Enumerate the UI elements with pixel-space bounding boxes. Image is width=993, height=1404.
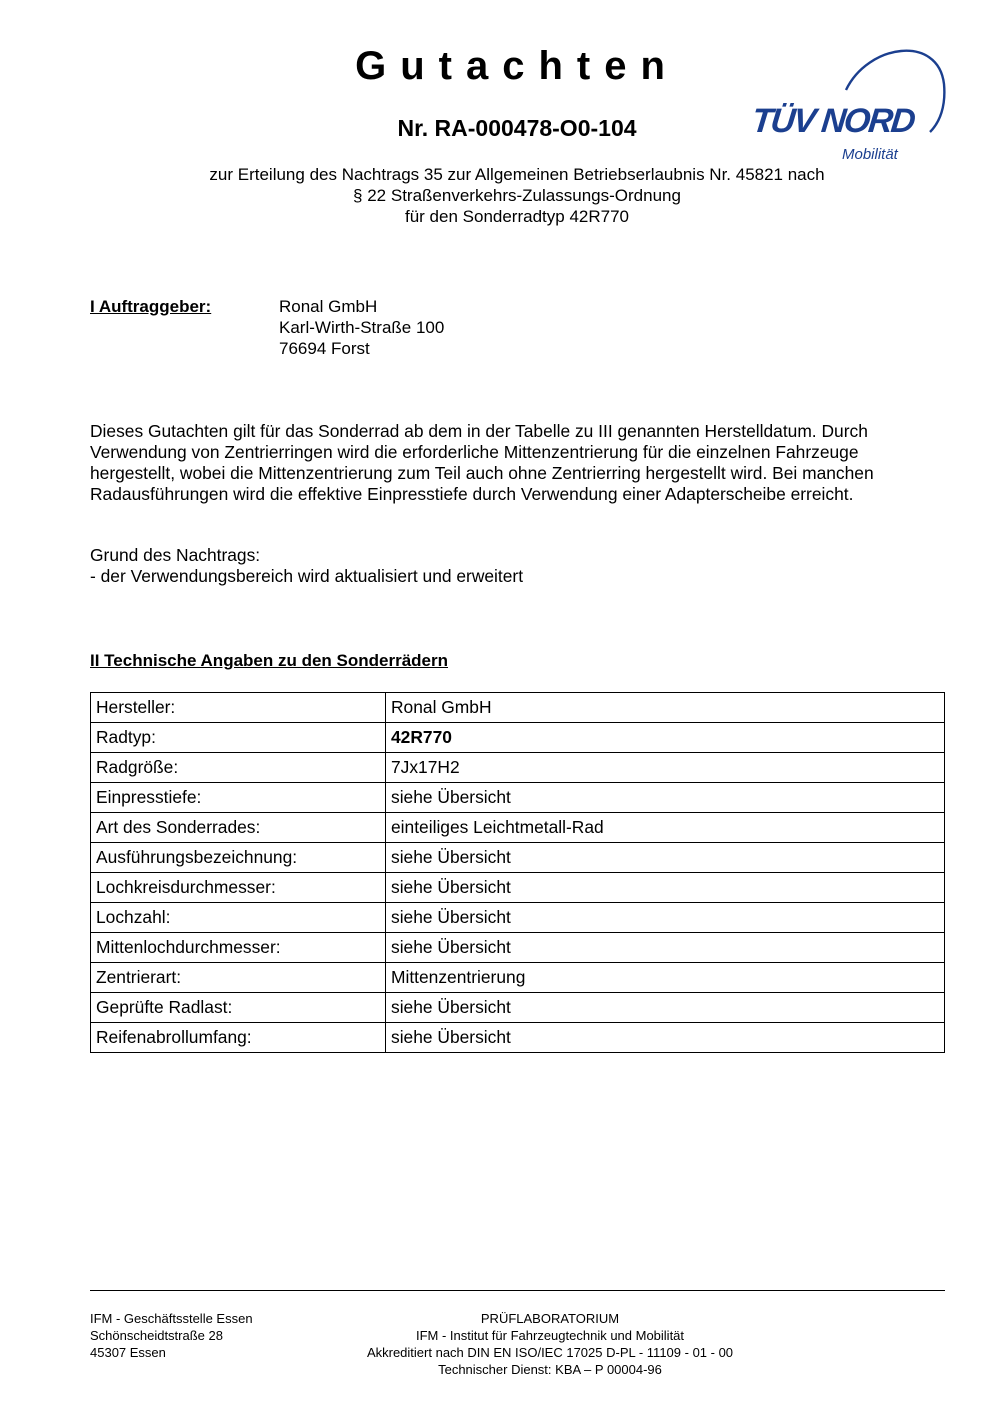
- footer-line: Schönscheidtstraße 28: [90, 1328, 223, 1343]
- table-value: einteiliges Leichtmetall-Rad: [386, 813, 945, 843]
- table-value: siehe Übersicht: [386, 993, 945, 1023]
- table-value: 42R770: [386, 723, 945, 753]
- logo-sub-text: Mobilität: [842, 146, 898, 163]
- client-label: I Auftraggeber:: [90, 297, 212, 316]
- footer-line: 45307 Essen: [90, 1345, 166, 1360]
- address-line: Karl-Wirth-Straße 100: [279, 318, 445, 337]
- section-heading: II Technische Angaben zu den Sonderrädern: [90, 651, 449, 670]
- table-key: Radtyp:: [91, 723, 386, 753]
- footer-line: Akkreditiert nach DIN EN ISO/IEC 17025 D-PL - 11109 - 01 - 00: [366, 1345, 734, 1360]
- footer-divider: [90, 1290, 945, 1291]
- table-row: [91, 843, 945, 873]
- table-key: Lochzahl:: [91, 903, 386, 933]
- footer-line: PRÜFLABORATORIUM: [480, 1311, 620, 1326]
- table-value: 7Jx17H2: [386, 753, 945, 783]
- table-row: [91, 903, 945, 933]
- address-line: Ronal GmbH: [279, 297, 378, 316]
- address-line: 76694 Forst: [279, 339, 370, 358]
- table-key: Art des Sonderrades:: [91, 813, 386, 843]
- table-row: [91, 783, 945, 813]
- table-row: [91, 1023, 945, 1053]
- table-key: Einpresstiefe:: [91, 783, 386, 813]
- table-key: Geprüfte Radlast:: [91, 993, 386, 1023]
- subtitle-line: § 22 Straßenverkehrs-Zulassungs-Ordnung: [353, 186, 681, 205]
- logo-brand-text: TÜV NORD: [750, 102, 916, 140]
- reason-title: Grund des Nachtrags:: [90, 545, 261, 565]
- table-row: [91, 963, 945, 993]
- technical-data-table: [90, 692, 945, 1053]
- footer-lab-info: [320, 1310, 780, 1378]
- table-value: siehe Übersicht: [386, 933, 945, 963]
- footer-office-address: [90, 1310, 253, 1361]
- table-key: Lochkreisdurchmesser:: [91, 873, 386, 903]
- table-value: siehe Übersicht: [386, 783, 945, 813]
- table-key: Mittenlochdurchmesser:: [91, 933, 386, 963]
- subtitle-line: zur Erteilung des Nachtrags 35 zur Allgemeinen Betriebserlaubnis Nr. 45821 nach: [209, 165, 825, 184]
- table-value: Mittenzentrierung: [386, 963, 945, 993]
- table-row: [91, 813, 945, 843]
- document-subtitle: [0, 164, 993, 227]
- table-key: Reifenabrollumfang:: [91, 1023, 386, 1053]
- document-number: Nr. RA-000478-O0-104: [397, 115, 637, 141]
- table-row: [91, 753, 945, 783]
- document-title: Gutachten: [355, 44, 679, 88]
- table-row: [91, 993, 945, 1023]
- subtitle-line: für den Sonderradtyp 42R770: [405, 207, 629, 226]
- table-row: [91, 873, 945, 903]
- table-value: Ronal GmbH: [386, 693, 945, 723]
- scope-paragraph: Dieses Gutachten gilt für das Sonderrad ab dem in der Tabelle zu III genannten Herstelldatum. Durch Verwendung von Zentrierringen wird die erforderliche Mittenzentrierung für die einzelnen Fahrzeuge hergestellt, wobei die Mittenzentrierung zum Teil auch ohne Zentrierring hergestellt wird. Bei manchen Radausführungen wird die effektive Einpresstiefe durch Verwendung einer Adapterscheibe erreicht.: [90, 421, 874, 504]
- table-key: Radgröße:: [91, 753, 386, 783]
- table-row: [91, 723, 945, 753]
- table-value: siehe Übersicht: [386, 903, 945, 933]
- footer-line: IFM - Institut für Fahrzeugtechnik und Mobilität: [415, 1328, 685, 1343]
- table-value: siehe Übersicht: [386, 1023, 945, 1053]
- tuev-nord-logo: [748, 44, 948, 166]
- client-address: [279, 296, 444, 359]
- table-row: [91, 933, 945, 963]
- table-key: Ausführungsbezeichnung:: [91, 843, 386, 873]
- table-row: [91, 693, 945, 723]
- footer-line: Technischer Dienst: KBA – P 00004-96: [438, 1362, 662, 1377]
- amendment-reason: [90, 545, 523, 587]
- table-key: Zentrierart:: [91, 963, 386, 993]
- table-key: Hersteller:: [91, 693, 386, 723]
- reason-item: - der Verwendungsbereich wird aktualisiert und erweitert: [90, 566, 524, 586]
- footer-line: IFM - Geschäftsstelle Essen: [90, 1311, 253, 1326]
- table-value: siehe Übersicht: [386, 843, 945, 873]
- table-value: siehe Übersicht: [386, 873, 945, 903]
